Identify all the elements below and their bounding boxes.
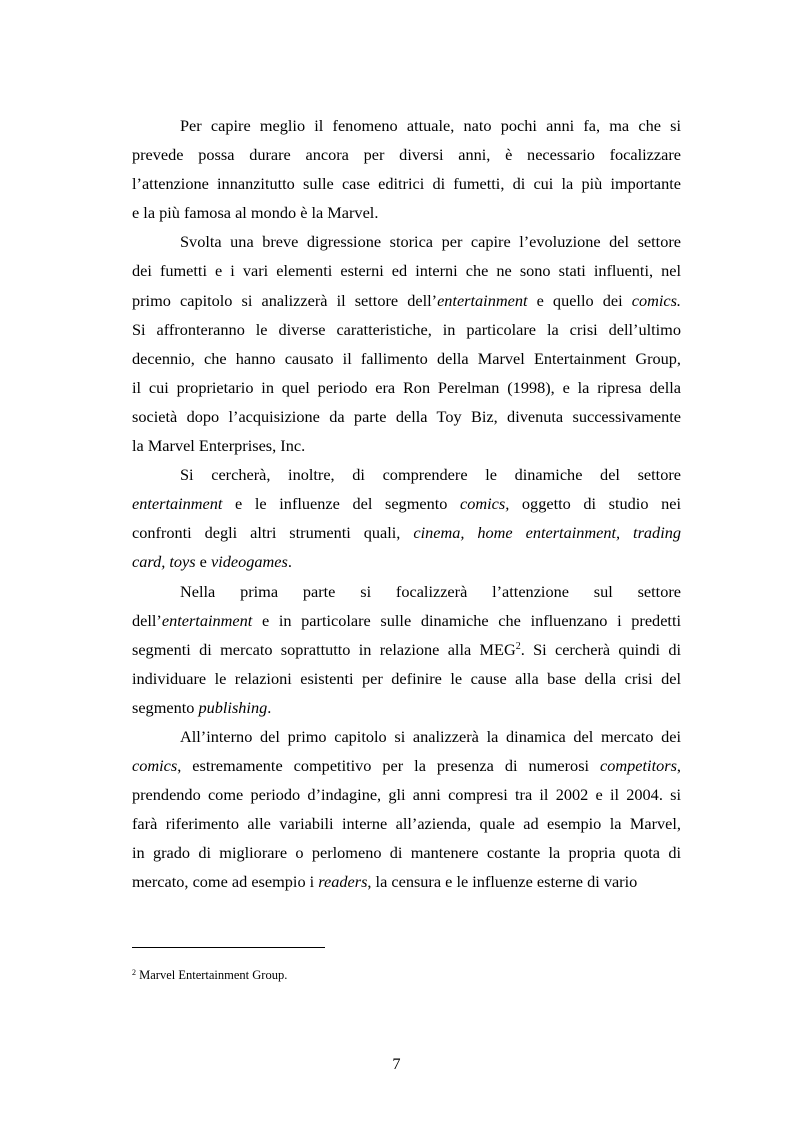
paragraph	[132, 111, 681, 227]
text-run: e la più famosa al mondo è la Marvel.	[132, 203, 379, 223]
text-run: farà riferimento alle variabili interne all’azienda, quale ad esempio la Marvel,	[132, 814, 681, 834]
text-line	[132, 664, 681, 693]
paragraph	[132, 460, 681, 576]
text-run: Svolta una breve digressione storica per capire l’evoluzione del settore	[180, 232, 681, 252]
footnote-text: Marvel Entertainment Group.	[136, 968, 288, 982]
text-line	[132, 547, 681, 576]
text-line	[132, 838, 681, 867]
text-run: società dopo l’acquisizione da parte della Toy Biz, divenuta successivamente	[132, 406, 681, 426]
italic-term: videogames	[210, 552, 288, 572]
text-run: in grado di migliorare o perlomeno di mantenere costante la propria quota di	[132, 843, 681, 863]
text-run: Nella prima parte si focalizzerà l’attenzione sul settore	[180, 581, 681, 601]
page-number: 7	[392, 1054, 401, 1073]
italic-term: entertainment	[437, 290, 528, 310]
text-line	[132, 722, 681, 751]
text-line	[132, 460, 681, 489]
text-run: mercato, come ad esempio i	[132, 872, 319, 892]
text-line	[132, 431, 681, 460]
text-line	[132, 198, 681, 227]
text-run: Per capire meglio il fenomeno attuale, nato pochi anni fa, ma che si	[180, 116, 681, 135]
italic-term: readers	[318, 872, 368, 892]
text-run: l’attenzione innanzitutto sulle case editrici di fumetti, di cui la più importante	[132, 174, 681, 194]
text-run: individuare le relazioni esistenti per definire le cause alla base della crisi del	[132, 668, 681, 688]
text-run: e quello dei	[527, 290, 632, 310]
text-run: segmento	[132, 697, 199, 717]
text-line	[132, 489, 681, 518]
text-run: . Si cercherà quindi di	[520, 639, 681, 659]
italic-term: entertainment	[132, 494, 223, 514]
body-text	[132, 111, 681, 897]
text-run: Si cercherà, inoltre, di comprendere le dinamiche del settore	[180, 465, 681, 485]
footnote-reference: 2	[515, 640, 521, 652]
italic-term: comics,	[460, 494, 510, 514]
italic-term: entertainment	[161, 610, 253, 630]
text-line	[132, 315, 681, 344]
text-line	[132, 373, 681, 402]
text-run: Si affronteranno le diverse caratteristiche, in particolare la crisi dell’ultimo	[132, 319, 681, 339]
text-run: confronti degli altri strumenti quali,	[132, 523, 414, 543]
footnote	[132, 967, 287, 983]
italic-term: publishing	[198, 697, 268, 717]
text-run: dei fumetti e i vari elementi esterni ed interni che ne sono stati influenti, nel	[132, 261, 681, 281]
text-run: ,	[676, 756, 681, 776]
italic-term: cinema, home entertainment, trading	[413, 523, 681, 543]
text-run: e le influenze del segmento	[222, 494, 461, 514]
text-line	[132, 227, 681, 256]
text-line	[132, 256, 681, 285]
italic-term: card, toys	[132, 552, 196, 572]
text-run: All’interno del primo capitolo si analizzerà la dinamica del mercato dei	[180, 726, 681, 746]
text-line	[132, 344, 681, 373]
text-line	[132, 518, 681, 547]
italic-term: comics	[132, 756, 178, 776]
text-line	[132, 111, 681, 140]
text-run: .	[287, 552, 292, 572]
text-line	[132, 635, 681, 664]
footnote-divider	[132, 947, 325, 948]
text-line	[132, 780, 681, 809]
text-run: dell’	[132, 610, 162, 630]
text-line	[132, 606, 681, 635]
text-line	[132, 809, 681, 838]
text-run: .	[267, 697, 272, 717]
text-line	[132, 140, 681, 169]
text-run: primo capitolo si analizzerà il settore dell’	[132, 290, 438, 310]
text-run: , estremamente competitivo per la presenza di numerosi	[177, 756, 601, 776]
text-line	[132, 751, 681, 780]
paragraph	[132, 577, 681, 722]
text-line	[132, 169, 681, 198]
text-run: , la censura e le influenze esterne di vario	[367, 872, 638, 892]
text-run: il cui proprietario in quel periodo era Ron Perelman (1998), e la ripresa della	[132, 377, 681, 397]
text-run: prevede possa durare ancora per diversi anni, è necessario focalizzare	[132, 145, 681, 165]
text-run: e in particolare sulle dinamiche che influenzano i predetti	[252, 610, 681, 630]
text-line	[132, 402, 681, 431]
text-run: la Marvel Enterprises, Inc.	[132, 436, 306, 456]
text-run: oggetto di studio nei	[509, 494, 681, 514]
text-line	[132, 577, 681, 606]
italic-term: comics.	[631, 290, 681, 310]
italic-term: competitors	[600, 756, 677, 776]
text-line	[132, 693, 681, 722]
paragraph	[132, 722, 681, 897]
text-run: segmenti di mercato soprattutto in relazione alla MEG	[132, 639, 516, 659]
text-run: decennio, che hanno causato il fallimento della Marvel Entertainment Group,	[132, 348, 681, 368]
text-line	[132, 286, 681, 315]
text-run: e	[195, 552, 211, 572]
text-run: prendendo come periodo d’indagine, gli anni compresi tra il 2002 e il 2004. si	[132, 785, 681, 805]
text-line	[132, 867, 681, 896]
paragraph	[132, 227, 681, 460]
footnote-marker: 2	[132, 968, 136, 977]
